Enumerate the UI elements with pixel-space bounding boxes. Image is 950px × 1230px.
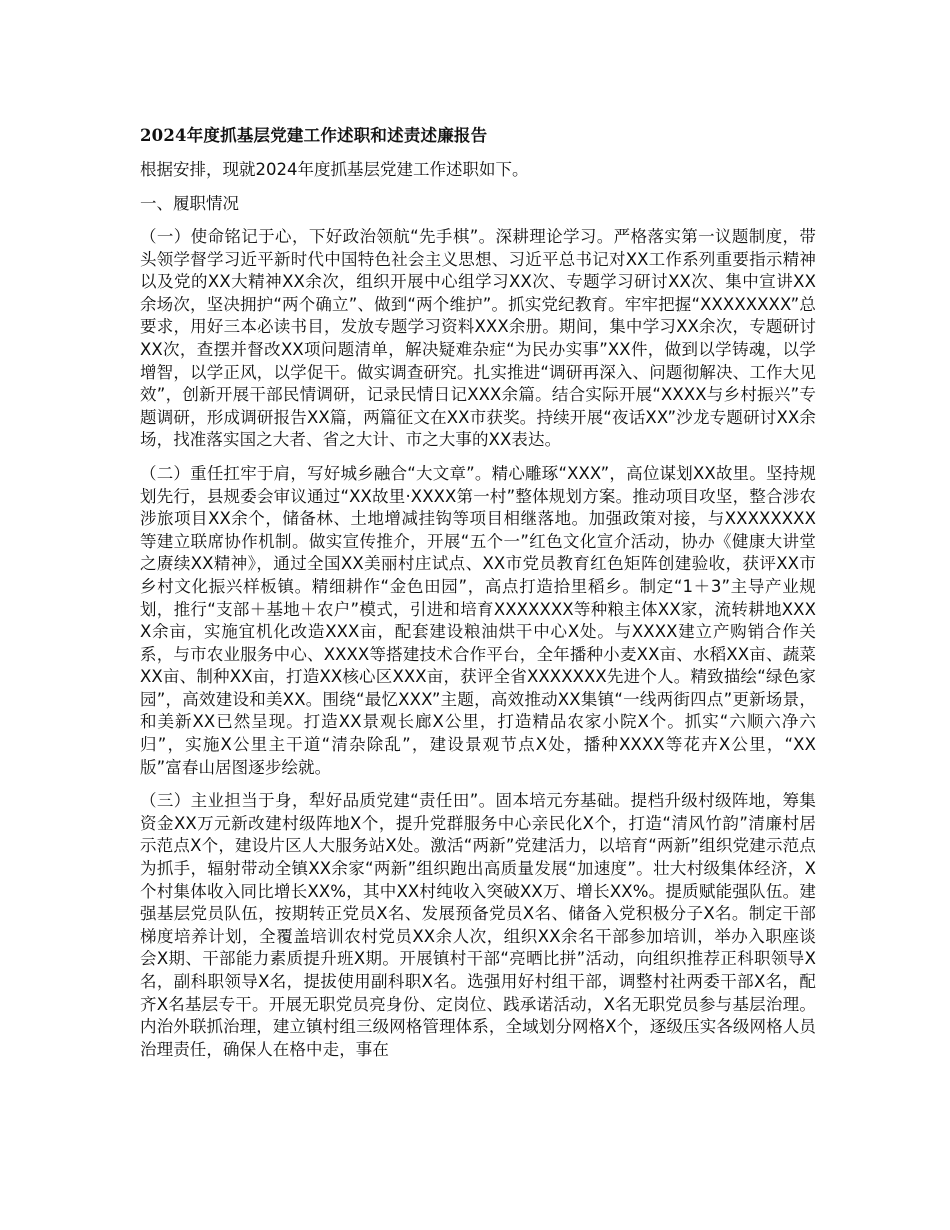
document-title: 2024年度抓基层党建工作述职和述责述廉报告 bbox=[140, 126, 488, 145]
paragraph-3: （三）主业担当于身，犁好品质党建“责任田”。固本培元夯基础。提档升级村级阵地，筹集资金XX万元新改建村级阵地X个，提升党群服务中心亲民化X个，打造“清风竹韵”清廉村居示范点X个，建设片区人大服务站X处。激活“两新”党建活力，以培育“两新”组织党建示范点为抓手，辐射带动全镇XX余家“两新”组织跑出高质量发展“加速度”。壮大村级集体经济，X个村集体收入同比增长XX%，其中XX村纯收入突破XX万、增长XX%。提质赋能强队伍。建强基层党员队伍，按期转正党员X名、发展预备党员X名、储备入党积极分子X名。制定干部梯度培养计划，全覆盖培训农村党员XX余人次，组织XX余名干部参加培训，举办入职座谈会X期、干部能力素质提升班X期。开展镇村干部“亮晒比拼”活动，向组织推荐正科职领导X名，副科职领导X名，提拔使用副科职X名。选强用好村组干部，调整村社两委干部X名，配齐X名基层专干。开展无职党员亮身份、定岗位、践承诺活动，X名无职党员参与基层治理。内治外联抓治理，建立镇村组三级网格管理体系，全域划分网格X个，逐级压实各级网格人员治理责任，确保人在格中走，事在 bbox=[140, 791, 816, 1059]
paragraph-2: （二）重任扛牢于肩，写好城乡融合“大文章”。精心雕琢“XXX”，高位谋划XX故里。坚持规划先行，县规委会审议通过“XX故里·XXXX第一村”整体规划方案。推动项目攻坚，整合涉农涉旅项目XX余个，储备林、土地增减挂钩等项目相继落地。加强政策对接，与XXXXXXXX等建立联席协作机制。做实宣传推介，开展“五个一”红色文化宣介活动，协办《健康大讲堂之赓续XX精神》，通过全国XX美丽村庄试点、XX市党员教育红色矩阵创建验收，获评XX市乡村文化振兴样板镇。精细耕作“金色田园”，高点打造拾里稻乡。制定“1＋3”主导产业规划，推行“支部＋基地＋农户”模式，引进和培育XXXXXXX等种粮主体XX家，流转耕地XXXX余亩，实施宜机化改造XXX亩，配套建设粮油烘干中心X处。与XXXX建立产购销合作关系，与市农业服务中心、XXXX等搭建技术合作平台，全年播种小麦XX亩、水稻XX亩、蔬菜XX亩、制种XX亩，打造XX核心区XXX亩，获评全省XXXXXXX先进个人。精致描绘“绿色家园”，高效建设和美XX。围绕“最忆XXX”主题，高效推动XX集镇“一线两街四点”更新场景，和美新XX已然呈现。打造XX景观长廊X公里，打造精品农家小院X个。抓实“六顺六净六归”，实施X公里主干道“清杂除乱”，建设景观节点X处，播种XXXX等花卉X公里，“XX版”富春山居图逐步绘就。 bbox=[140, 463, 816, 777]
section-heading: 一、履职情况 bbox=[140, 194, 239, 213]
document-page bbox=[140, 124, 816, 1072]
paragraph-1: （一）使命铭记于心，下好政治领航“先手棋”。深耕理论学习。严格落实第一议题制度，带头领学督学习近平新时代中国特色社会主义思想、习近平总书记对XX工作系列重要指示精神以及党的XX大精神XX余次，组织开展中心组学习XX次、专题学习研讨XX次、集中宣讲XX余场次，坚决拥护“两个确立”、做到“两个维护”。抓实党纪教育。牢牢把握“XXXXXXXX”总要求，用好三本必读书目，发放专题学习资料XXX余册。期间，集中学习XX余次，专题研讨XX次，查摆并督改XX项问题清单，解决疑难杂症“为民办实事”XX件，做到以学铸魂，以学增智，以学正风，以学促干。做实调查研究。扎实推进“调研再深入、问题彻解决、工作大见效”，创新开展干部民情调研，记录民情日记XXX余篇。结合实际开展“XXXX与乡村振兴”专题调研，形成调研报告XX篇，两篇征文在XX市获奖。持续开展“夜话XX”沙龙专题研讨XX余场，找准落实国之大者、省之大计、市之大事的XX表达。 bbox=[140, 227, 816, 450]
document-intro: 根据安排，现就2024年度抓基层党建工作述职如下。 bbox=[140, 160, 529, 179]
